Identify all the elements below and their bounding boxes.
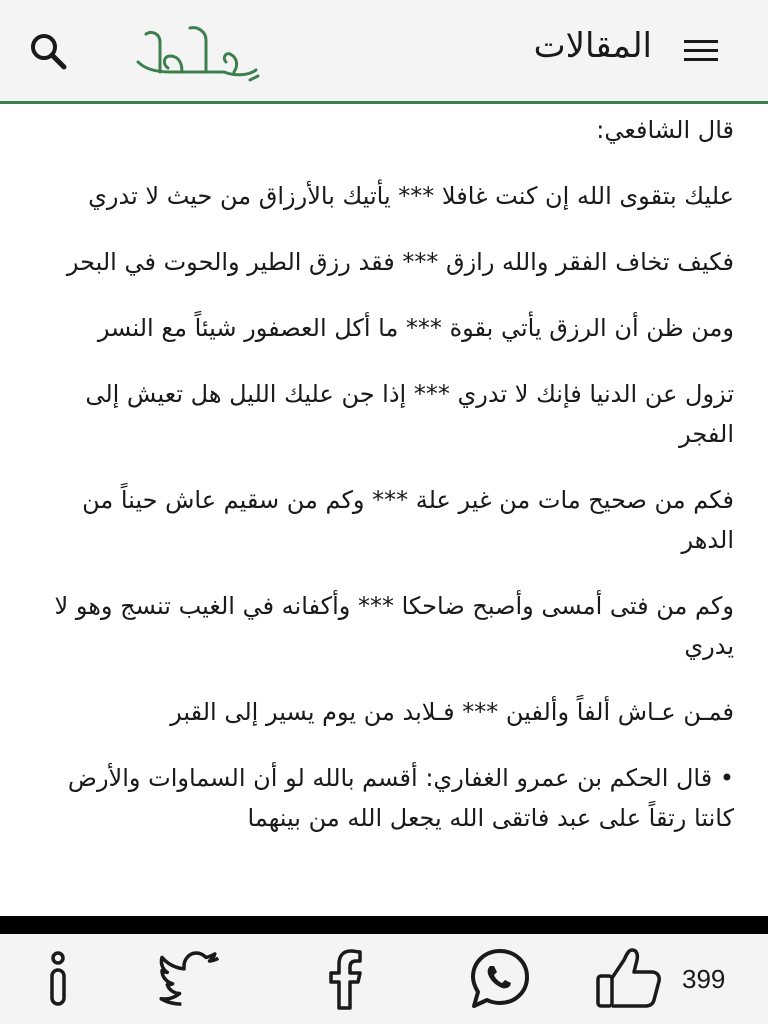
hamburger-icon-bar xyxy=(684,49,718,52)
info-icon xyxy=(32,946,84,1012)
article-paragraph: ومن ظن أن الرزق يأتي بقوة *** ما أكل العصفور شيئاً مع النسر xyxy=(97,314,734,342)
menu-button[interactable] xyxy=(668,26,734,76)
article-paragraph: فكيف تخاف الفقر والله رازق *** فقد رزق الطير والحوت في البحر xyxy=(66,248,734,276)
article-paragraph: • قال الحكم بن عمرو الغفاري: أقسم بالله لو أن السماوات والأرض كانتا رتقاً على عبد فاتقى الله يجعل الله من بينهما xyxy=(67,764,734,832)
thumbs-up-icon xyxy=(594,946,664,1012)
page-title: المقالات xyxy=(533,26,652,66)
article-paragraph: فمـن عـاش ألفاً وألفين *** فـلابد من يوم يسير إلى القبر xyxy=(170,698,734,726)
search-button[interactable] xyxy=(20,26,76,76)
hamburger-icon-bar xyxy=(684,58,718,61)
info-button[interactable] xyxy=(32,946,84,1012)
article-paragraph: وكم من فتى أمسى وأصبح ضاحكا *** وأكفانه في الغيب تنسج وهو لا يدري xyxy=(54,592,734,660)
toolbar-divider xyxy=(0,916,768,934)
midad-logo[interactable] xyxy=(130,18,270,88)
twitter-share-button[interactable] xyxy=(156,946,228,1012)
article-body xyxy=(44,104,734,912)
article-paragraph: عليك بتقوى الله إن كنت غافلا *** يأتيك بالأرزاق من حيث لا تدري xyxy=(88,182,734,210)
app-header xyxy=(0,0,768,104)
article-paragraph: تزول عن الدنيا فإنك لا تدري *** إذا جن عليك الليل هل تعيش إلى الفجر xyxy=(85,380,734,448)
whatsapp-share-button[interactable] xyxy=(464,946,534,1012)
bottom-toolbar xyxy=(0,934,768,1024)
facebook-share-button[interactable] xyxy=(318,946,374,1012)
like-button[interactable] xyxy=(594,946,664,1012)
article-paragraph: قال الشافعي: xyxy=(596,116,734,144)
search-icon xyxy=(20,26,76,76)
whatsapp-icon xyxy=(464,946,534,1012)
like-count: 399 xyxy=(682,964,726,994)
twitter-icon xyxy=(156,946,228,1012)
facebook-icon xyxy=(318,946,374,1012)
hamburger-icon-bar xyxy=(684,40,718,43)
article-paragraph: فكم من صحيح مات من غير علة *** وكم من سقيم عاش حيناً من الدهر xyxy=(82,486,734,554)
